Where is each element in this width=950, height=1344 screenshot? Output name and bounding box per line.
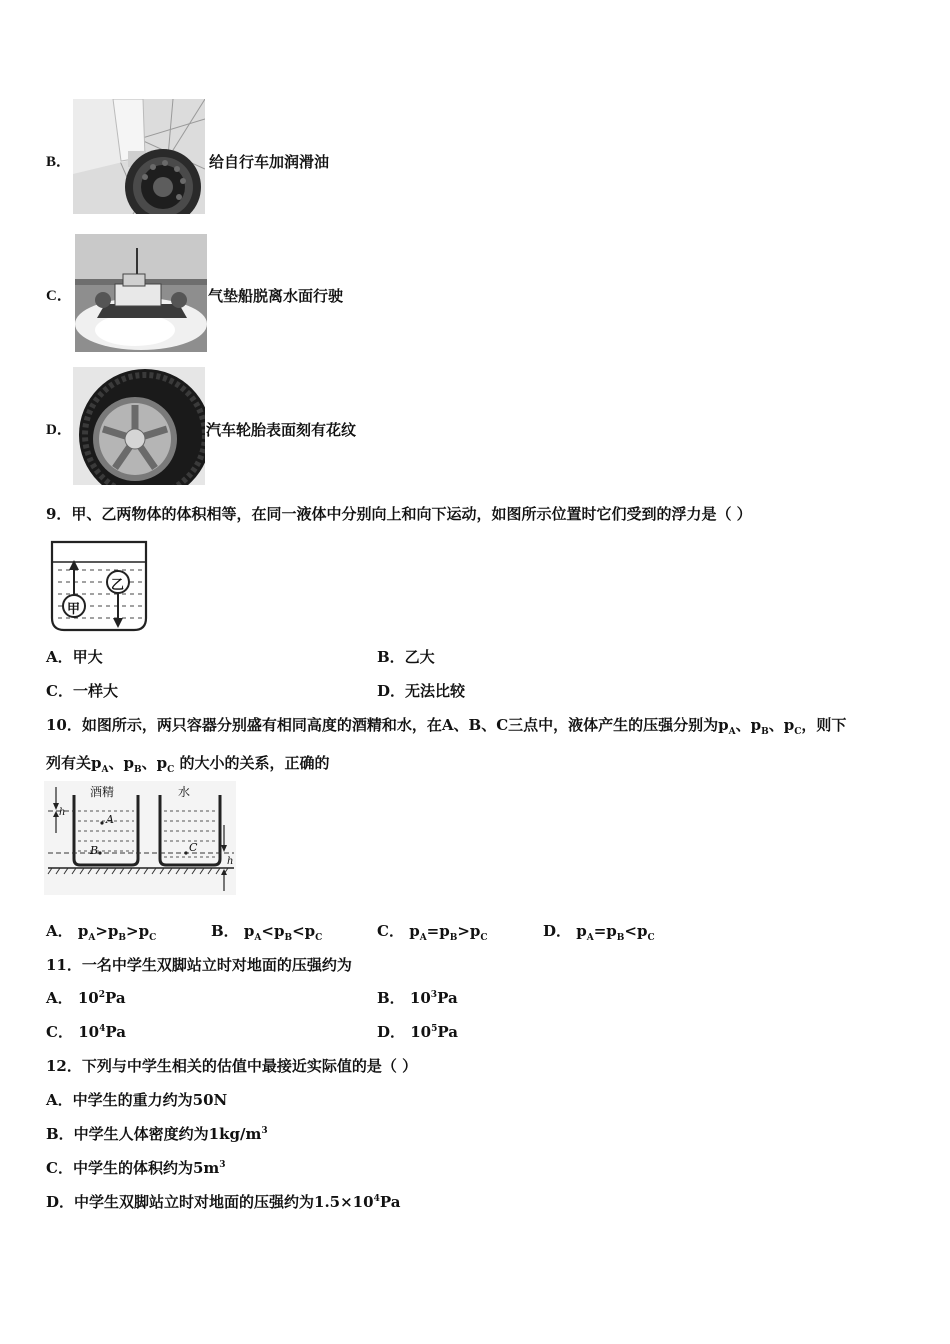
q8-option-d-text: 汽车轮胎表面刻有花纹 bbox=[206, 421, 357, 439]
q11-option-b[interactable]: B． $10^3Pa$ bbox=[377, 989, 458, 1007]
q9-option-b[interactable]: B．乙大 bbox=[377, 648, 435, 666]
q12-option-d[interactable]: D．中学生双脚站立时对地面的压强约为$1.5\times 10^4Pa$ bbox=[46, 1193, 401, 1211]
hovercraft-photo bbox=[75, 234, 207, 352]
q10-label-h-right: h bbox=[227, 856, 234, 867]
q11-option-a[interactable]: A． $10^2Pa$ bbox=[46, 989, 126, 1007]
bicycle-lubrication-photo bbox=[73, 99, 205, 214]
q10-stem-line1: 10．如图所示，两只容器分别盛有相同高度的酒精和水，在A、B、C三点中，液体产生的压强分别为$p_A$、$p_B$、$p_C$，则下 bbox=[46, 716, 847, 737]
q11-option-d[interactable]: D． $10^5Pa$ bbox=[377, 1023, 458, 1041]
q9-option-d[interactable]: D．无法比较 bbox=[377, 682, 466, 700]
q9-label-yi: 乙 bbox=[111, 578, 125, 593]
q12-stem: 12．下列与中学生相关的估值中最接近实际值的是（ ） bbox=[46, 1057, 418, 1075]
q10-label-h-left: h bbox=[59, 807, 66, 818]
q10-option-a[interactable]: A． $p_A>p_B>p_C$ bbox=[46, 922, 157, 943]
q10-stem-line2: 列有关$p_A$、$p_B$、$p_C$ 的大小的关系，正确的 bbox=[46, 754, 330, 775]
q9-option-c[interactable]: C．一样大 bbox=[46, 682, 118, 700]
q8-option-b-letter: B． bbox=[46, 154, 72, 170]
q12-option-b[interactable]: B．中学生人体密度约为$1kg/m^3$ bbox=[46, 1125, 268, 1143]
q10-label-c: C bbox=[189, 841, 198, 854]
q10-option-d[interactable]: D． $p_A=p_B<p_C$ bbox=[543, 922, 655, 943]
q10-figure bbox=[44, 781, 236, 895]
q9-label-jia: 甲 bbox=[67, 602, 81, 617]
q9-stem: 9．甲、乙两物体的体积相等，在同一液体中分别向上和向下运动，如图所示位置时它们受到的浮力是（ ） bbox=[46, 505, 752, 523]
q8-option-c-text: 气垫船脱离水面行驶 bbox=[208, 287, 344, 305]
q10-label-a: A bbox=[106, 813, 114, 826]
q12-option-c[interactable]: C．中学生的体积约为$5m^3$ bbox=[46, 1159, 226, 1177]
q8-option-d-letter: D． bbox=[46, 422, 72, 438]
q10-label-alcohol: 酒精 bbox=[90, 785, 115, 799]
q10-label-b: B bbox=[90, 844, 99, 857]
q9-figure bbox=[46, 538, 152, 634]
q11-option-c[interactable]: C． $10^4Pa$ bbox=[46, 1023, 126, 1041]
q8-option-c-letter: C． bbox=[46, 288, 72, 304]
q11-stem: 11．一名中学生双脚站立时对地面的压强约为 bbox=[46, 956, 352, 974]
q10-option-c[interactable]: C． $p_A=p_B>p_C$ bbox=[377, 922, 488, 943]
q12-option-a[interactable]: A．中学生的重力约为50N bbox=[46, 1091, 228, 1109]
q9-option-a[interactable]: A．甲大 bbox=[46, 648, 103, 666]
q10-option-b[interactable]: B． $p_A<p_B<p_C$ bbox=[211, 922, 323, 943]
car-tire-photo bbox=[73, 367, 205, 485]
q8-option-b-text: 给自行车加润滑油 bbox=[209, 153, 330, 171]
q10-label-water: 水 bbox=[178, 785, 191, 799]
